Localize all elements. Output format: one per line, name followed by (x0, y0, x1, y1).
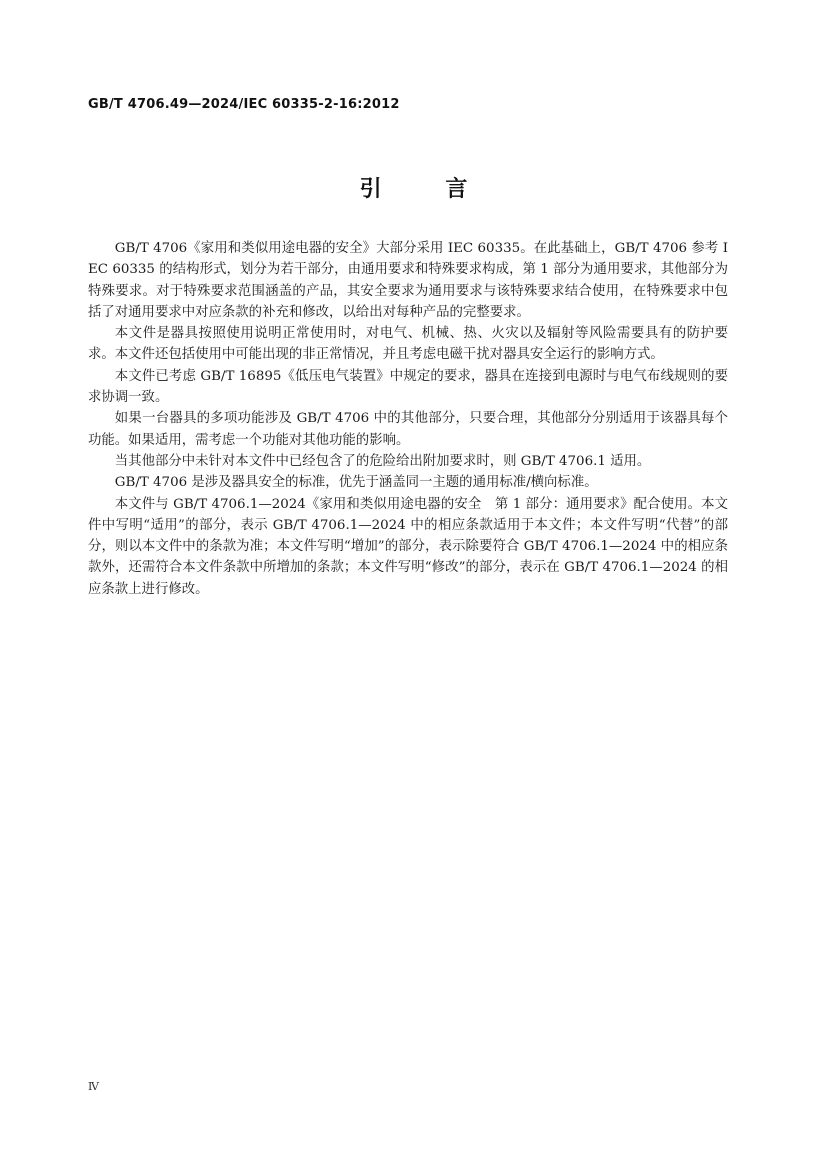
section-title: 引 言 (359, 177, 496, 202)
paragraph: 本文件是器具按照使用说明正常使用时，对电气、机械、热、火灾以及辐射等风险需要具有的防护要求。本文件还包括使用中可能出现的非正常情况，并且考虑电磁干扰对器具安全运行的影响方式。 (88, 326, 728, 363)
paragraph: 本文件已考虑 GB/T 16895《低压电气装置》中规定的要求，器具在连接到电源时与电气布线规则的要求协调一致。 (88, 368, 728, 406)
paragraph: 如果一台器具的多项功能涉及 GB/T 4706 中的其他部分，只要合理，其他部分分别适用于该器具每个功能。如果适用，需考虑一个功能对其他功能的影响。 (88, 411, 728, 448)
standard-number-header: GB/T 4706.49—2024/IEC 60335-2-16:2012 (88, 97, 400, 112)
paragraph: 本文件与 GB/T 4706.1—2024《家用和类似用途电器的安全 第 1 部分：通用要求》配合使用。本文件中写明“适用”的部分，表示 GB/T 4706.1—2024 中的相应条款适用于本文件；本文件写明“代替”的部分，则以本文件中的条款为准；本文件写明“增加”的部分，表示除要符合 GB/T 4706.1—2024 中的相应条款外，还需符合本文件条款中所增加的条款；本文件写明“修改”的部分，表示在 GB/T 4706.1—2024 的相应条款上进行修改。 (88, 496, 728, 597)
paragraph: GB/T 4706 是涉及器具安全的标准，优先于涵盖同一主题的通用标准/横向标准。 (114, 475, 598, 491)
paragraph: 当其他部分中未针对本文件中已经包含了的危险给出附加要求时，则 GB/T 4706.1 适用。 (114, 453, 651, 469)
introduction-body (88, 238, 728, 600)
paragraph: GB/T 4706《家用和类似用途电器的安全》大部分采用 IEC 60335。在此基础上，GB/T 4706 参考 IEC 60335 的结构形式，划分为若干部分，由通用要求和特殊要求构成，第 1 部分为通用要求，其他部分为特殊要求。对于特殊要求范围涵盖的产品，其安全要求为通用要求与该特殊要求结合使用，在特殊要求中包括了对通用要求中对应条款的补充和修改，以给出对每种产品的完整要求。 (88, 241, 728, 320)
page-number: Ⅳ (88, 1080, 99, 1093)
